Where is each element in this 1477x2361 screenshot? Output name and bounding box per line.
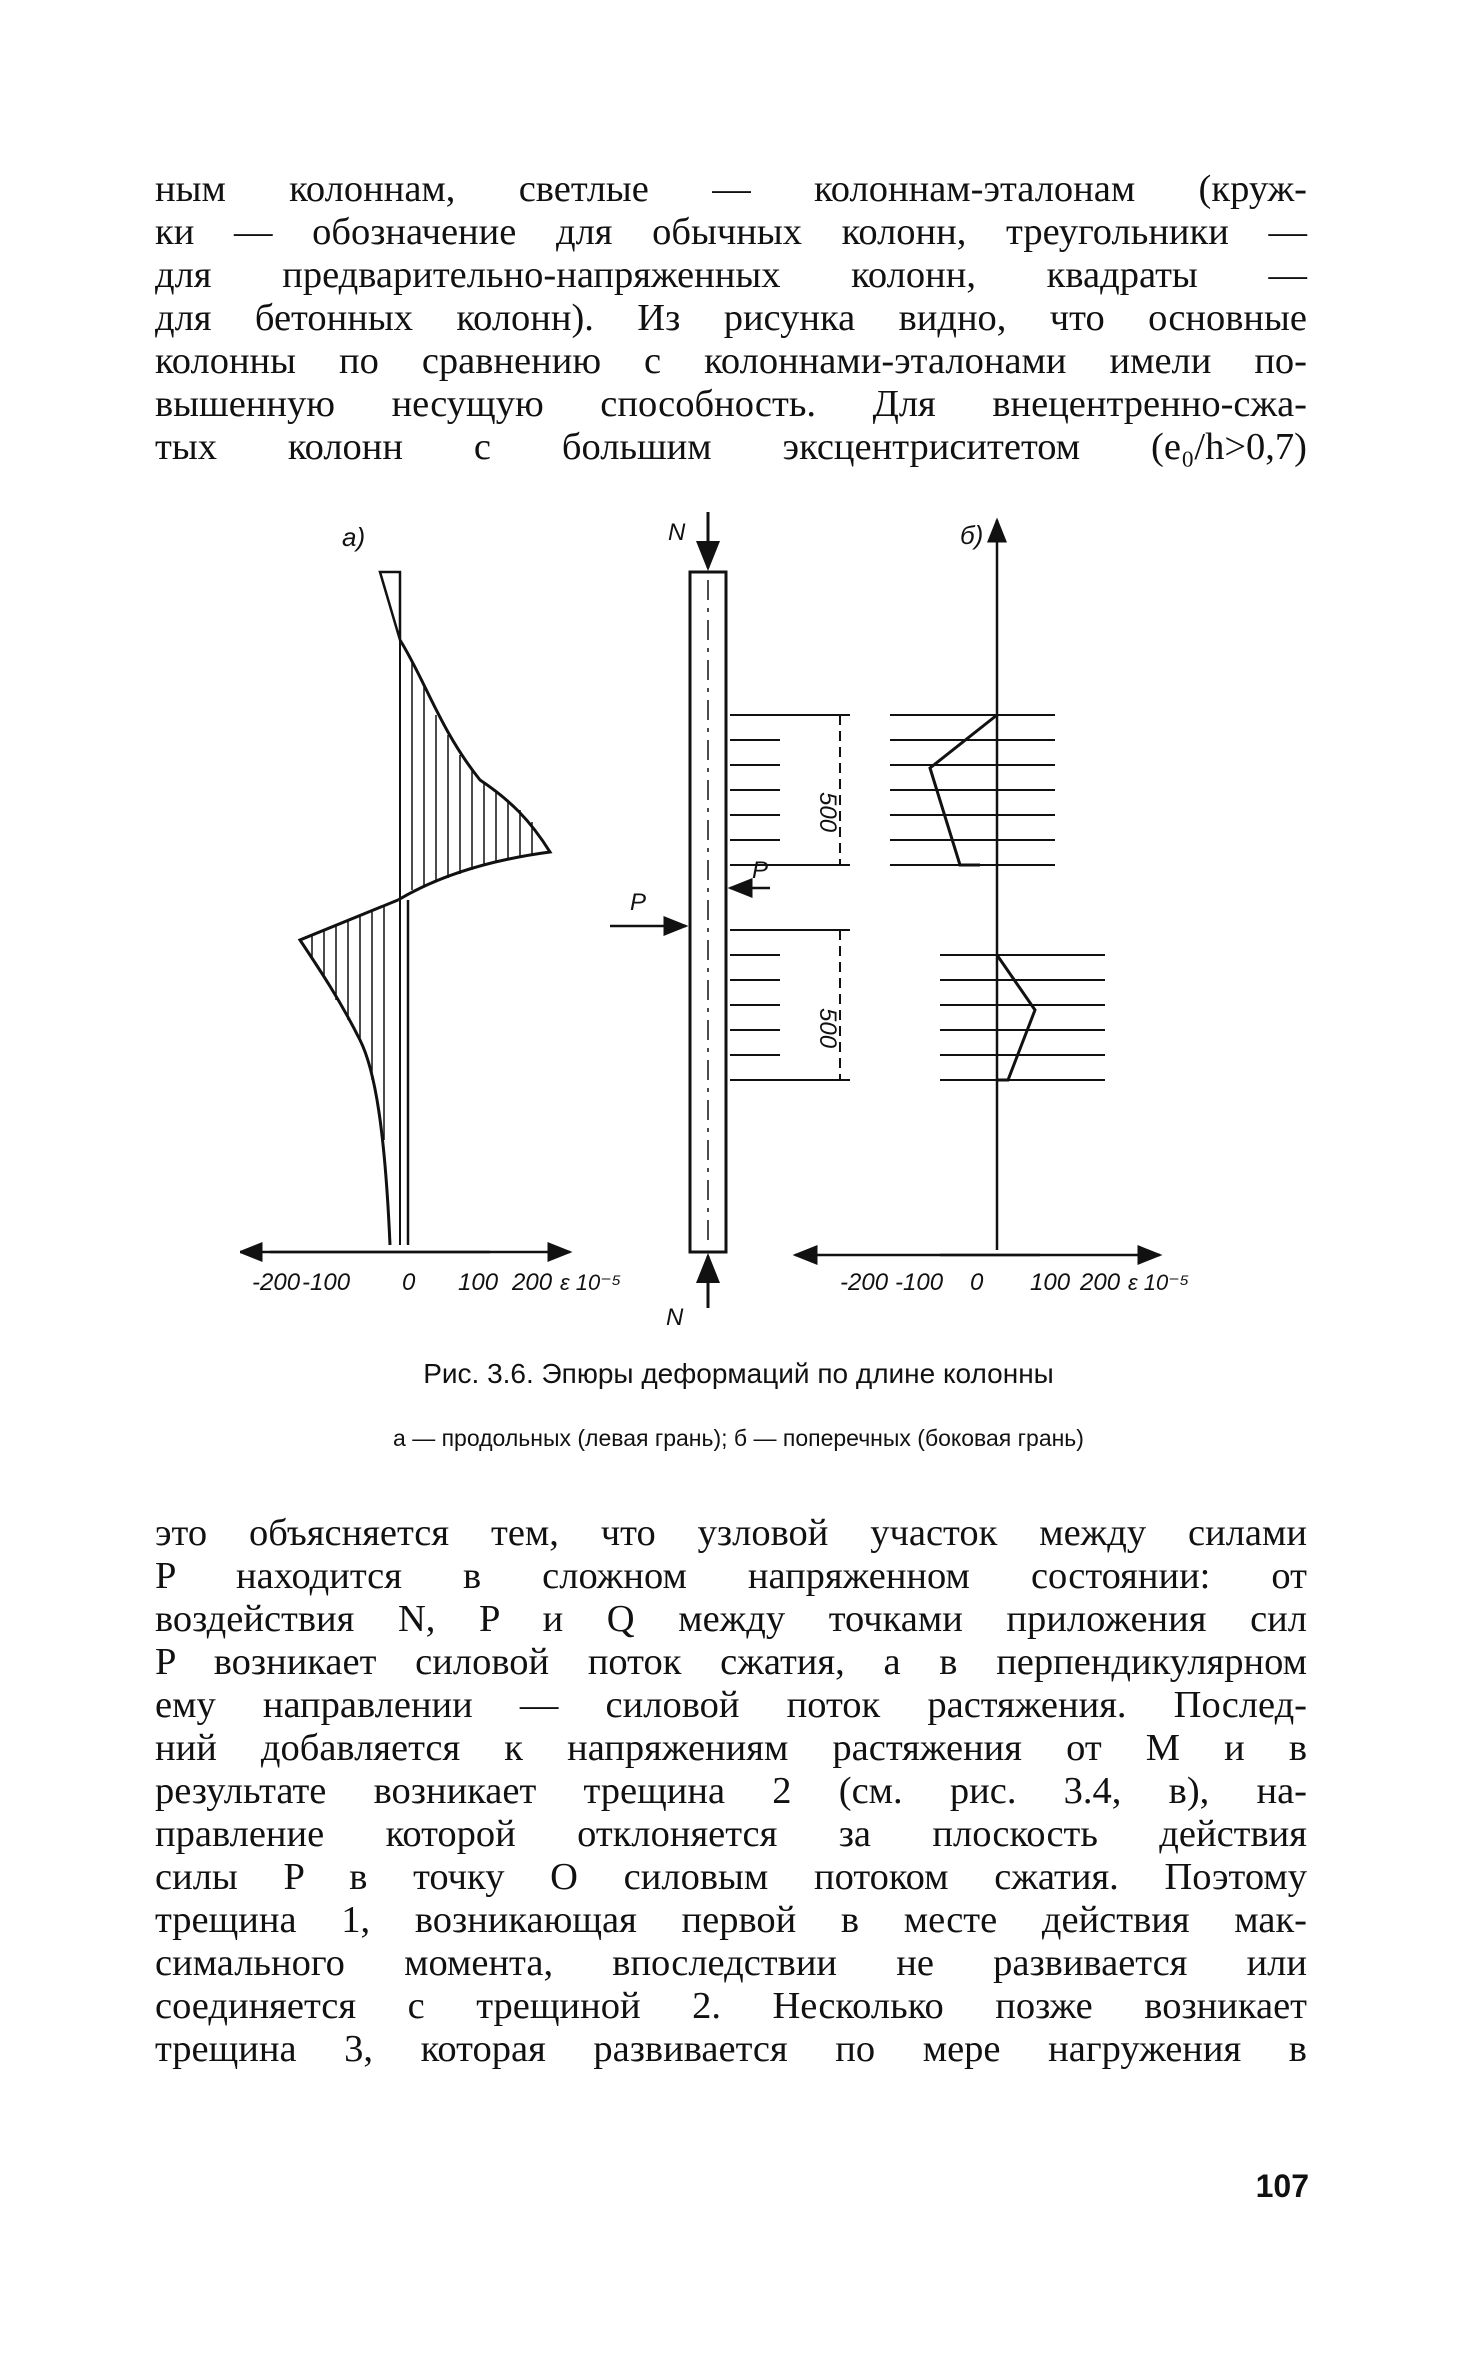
- paragraph-top: [155, 168, 1307, 469]
- panel-a-label: а): [342, 522, 366, 552]
- axis-a: [240, 1252, 621, 1296]
- hatch-lower: [312, 906, 384, 1140]
- axis-a-tick: 0: [402, 1269, 416, 1296]
- text-line: тых колонн с большим эксцентриситетом (e₀/h>0,7): [155, 426, 1307, 468]
- panel-b-label: б): [960, 520, 984, 550]
- text-line: ний добавляется к напряжениям растяжения от M и в: [155, 1727, 1307, 1769]
- gauge-lines: [730, 715, 780, 1080]
- text-line: силы P в точку O силовым потоком сжатия. Поэтому: [155, 1856, 1307, 1898]
- force-n-bottom: N: [666, 1304, 684, 1331]
- axis-b-tick: 200: [1080, 1269, 1121, 1296]
- strain-diagram-svg: [240, 500, 1320, 1340]
- dimension-lower: 500: [814, 1008, 841, 1049]
- panel-a-epure: [300, 572, 550, 1245]
- dimension-upper: 500: [814, 792, 841, 833]
- text-line: соединяется с трещиной 2. Несколько позже возникает: [155, 1985, 1307, 2027]
- axis-b-tick: 0: [970, 1269, 984, 1296]
- caption-title: Рис. 3.6. Эпюры деформаций по длине колонны: [423, 1358, 1054, 1389]
- text-line: P возникает силовой поток сжатия, а в перпендикулярном: [155, 1641, 1307, 1683]
- text-line: для бетонных колонн). Из рисунка видно, что основные: [155, 297, 1307, 339]
- text-line: трещина 3, которая развивается по мере нагружения в: [155, 2028, 1307, 2070]
- text-line: вышенную несущую способность. Для внецентренно-сжа-: [155, 383, 1307, 425]
- axis-a-tick: 100: [458, 1269, 499, 1296]
- panel-b-upper-lines: [890, 715, 1055, 865]
- axis-b-tick: -200: [840, 1269, 889, 1296]
- panel-b-lower-lines: [940, 955, 1105, 1080]
- text-line: воздействия N, P и Q между точками приложения сил: [155, 1598, 1307, 1640]
- text-line: P находится в сложном напряженном состоянии: от: [155, 1555, 1307, 1597]
- axis-b-unit: ε 10⁻⁵: [1128, 1270, 1190, 1295]
- axis-a-unit: ε 10⁻⁵: [560, 1270, 622, 1295]
- axis-a-tick: -200: [252, 1269, 301, 1296]
- force-p-right: P: [752, 857, 769, 884]
- axis-b-tick: -100: [895, 1269, 944, 1296]
- text-line: трещина 1, возникающая первой в месте действия мак-: [155, 1899, 1307, 1941]
- axis-b: [795, 1255, 1189, 1296]
- text-line: колонны по сравнению с колоннами-эталонами имели по-: [155, 340, 1307, 382]
- text-line: симального момента, впоследствии не развивается или: [155, 1942, 1307, 1984]
- force-p-left: P: [630, 889, 647, 916]
- text-line: ным колоннам, светлые — колоннам-эталонам (круж-: [155, 168, 1307, 210]
- panel-b-lower-epure: [997, 955, 1035, 1080]
- page-number: 107: [1255, 2168, 1309, 2204]
- axis-a-tick: -100: [302, 1269, 351, 1296]
- force-n-top: N: [668, 519, 686, 546]
- text-line: это объясняется тем, что узловой участок между силами: [155, 1512, 1307, 1554]
- paragraph-bottom: [155, 1512, 1307, 2071]
- axis-a-tick: 200: [512, 1269, 553, 1296]
- text-line: результате возникает трещина 2 (см. рис. 3.4, в), на-: [155, 1770, 1307, 1812]
- caption-legend: а — продольных (левая грань); б — поперечных (боковая грань): [393, 1425, 1084, 1451]
- text-line: ки — обозначение для обычных колонн, треугольники —: [155, 211, 1307, 253]
- text-line: ему направлении — силовой поток растяжения. Послед-: [155, 1684, 1307, 1726]
- text-line: для предварительно-напряженных колонн, квадраты —: [155, 254, 1307, 296]
- axis-b-tick: 100: [1030, 1269, 1071, 1296]
- text-line: правление которой отклоняется за плоскость действия: [155, 1813, 1307, 1855]
- figure-3-6: [240, 500, 1320, 1340]
